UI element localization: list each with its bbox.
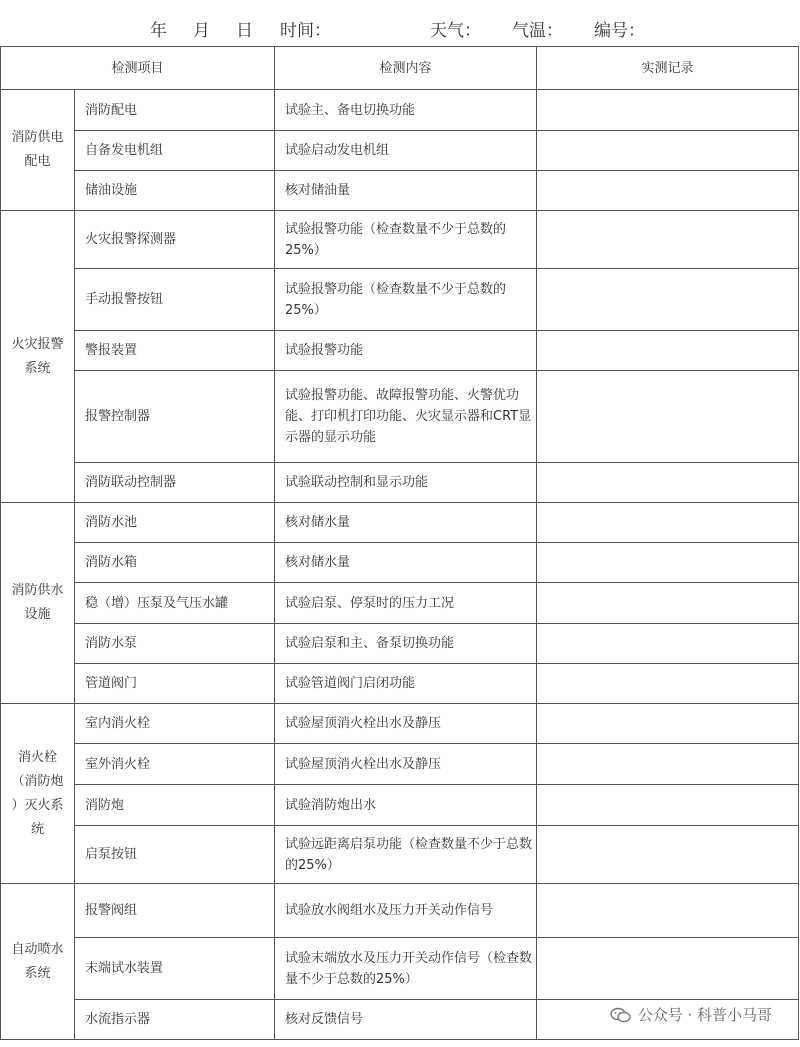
item-cell: 稳（增）压泵及气压水罐	[75, 583, 275, 624]
record-cell[interactable]	[537, 331, 799, 371]
content-cell: 试验启泵和主、备泵切换功能	[275, 624, 537, 664]
content-cell: 试验报警功能、故障报警功能、火警优功能、打印机打印功能、火灾显示器和CRT显示器的显示功能	[275, 371, 537, 463]
inspection-table	[0, 46, 799, 1040]
form-header	[0, 0, 800, 46]
category-label: 火灾报警 系统	[11, 336, 64, 376]
record-cell[interactable]	[537, 938, 799, 1000]
table-row	[1, 131, 799, 171]
item-cell: 管道阀门	[75, 664, 275, 704]
table-row	[1, 744, 799, 785]
content-cell: 试验报警功能	[275, 331, 537, 371]
item-cell: 消防水泵	[75, 624, 275, 664]
category-cell	[1, 90, 75, 211]
category-label: 消防供水 设施	[11, 583, 64, 622]
table-row	[1, 371, 799, 463]
item-cell: 消防水池	[75, 503, 275, 543]
table-row	[1, 583, 799, 624]
category-cell	[1, 884, 75, 1040]
header-weather: 天气：	[430, 21, 481, 41]
item-cell: 消防水箱	[75, 543, 275, 583]
record-cell[interactable]	[537, 704, 799, 744]
record-cell[interactable]	[537, 624, 799, 664]
table-row	[1, 331, 799, 371]
content-cell: 试验屋顶消火栓出水及静压	[275, 704, 537, 744]
header-day: 日	[236, 21, 253, 41]
content-cell: 核对反馈信号	[275, 1000, 537, 1040]
record-cell[interactable]	[537, 211, 799, 269]
item-cell: 末端试水装置	[75, 938, 275, 1000]
category-label: 消防供电 配电	[11, 130, 64, 169]
table-body	[1, 90, 799, 1040]
table-row	[1, 543, 799, 583]
table-row	[1, 826, 799, 884]
record-cell[interactable]	[537, 543, 799, 583]
column-header-item: 检测项目	[1, 47, 275, 90]
item-cell: 储油设施	[75, 171, 275, 211]
table-header-row	[1, 47, 799, 90]
table-row	[1, 463, 799, 503]
table-row	[1, 938, 799, 1000]
record-cell[interactable]	[537, 785, 799, 826]
record-cell[interactable]	[537, 131, 799, 171]
record-cell[interactable]	[537, 171, 799, 211]
category-label: 自动喷水 系统	[11, 941, 64, 981]
table-row	[1, 503, 799, 543]
content-cell: 试验联动控制和显示功能	[275, 463, 537, 503]
table-row	[1, 269, 799, 331]
category-cell	[1, 503, 75, 704]
item-cell: 火灾报警探测器	[75, 211, 275, 269]
table-row	[1, 884, 799, 938]
record-cell[interactable]	[537, 90, 799, 131]
item-cell: 消防联动控制器	[75, 463, 275, 503]
item-cell: 自备发电机组	[75, 131, 275, 171]
content-cell: 试验管道阀门启闭功能	[275, 664, 537, 704]
header-temperature: 气温：	[512, 21, 563, 41]
item-cell: 消防炮	[75, 785, 275, 826]
table-row	[1, 171, 799, 211]
category-cell	[1, 211, 75, 503]
item-cell: 启泵按钮	[75, 826, 275, 884]
record-cell[interactable]	[537, 371, 799, 463]
content-cell: 试验远距离启泵功能（检查数量不少于总数的25%）	[275, 826, 537, 884]
wechat-icon	[610, 1007, 632, 1023]
item-cell: 消防配电	[75, 90, 275, 131]
item-cell: 室外消火栓	[75, 744, 275, 785]
record-cell[interactable]	[537, 744, 799, 785]
content-cell: 试验主、备电切换功能	[275, 90, 537, 131]
item-cell: 手动报警按钮	[75, 269, 275, 331]
table-row	[1, 624, 799, 664]
column-header-record: 实测记录	[537, 47, 799, 90]
header-time: 时间：	[280, 21, 331, 41]
header-year: 年	[150, 21, 167, 41]
item-cell: 报警阀组	[75, 884, 275, 938]
category-cell	[1, 704, 75, 884]
content-cell: 试验报警功能（检查数量不少于总数的25%）	[275, 211, 537, 269]
watermark	[610, 1004, 772, 1025]
record-cell[interactable]	[537, 269, 799, 331]
column-header-content: 检测内容	[275, 47, 537, 90]
header-number: 编号：	[594, 21, 645, 41]
content-cell: 试验报警功能（检查数量不少于总数的25%）	[275, 269, 537, 331]
watermark-text: 公众号 · 科普小马哥	[637, 1006, 772, 1024]
item-cell: 室内消火栓	[75, 704, 275, 744]
content-cell: 试验启泵、停泵时的压力工况	[275, 583, 537, 624]
content-cell: 试验消防炮出水	[275, 785, 537, 826]
item-cell: 警报装置	[75, 331, 275, 371]
record-cell[interactable]	[537, 583, 799, 624]
content-cell: 核对储油量	[275, 171, 537, 211]
content-cell: 核对储水量	[275, 503, 537, 543]
item-cell: 报警控制器	[75, 371, 275, 463]
content-cell: 核对储水量	[275, 543, 537, 583]
table-row	[1, 785, 799, 826]
content-cell: 试验末端放水及压力开关动作信号（检查数量不少于总数的25%）	[275, 938, 537, 1000]
table-row	[1, 90, 799, 131]
content-cell: 试验放水阀组水及压力开关动作信号	[275, 884, 537, 938]
record-cell[interactable]	[537, 503, 799, 543]
item-cell: 水流指示器	[75, 1000, 275, 1040]
record-cell[interactable]	[537, 463, 799, 503]
table-row	[1, 211, 799, 269]
record-cell[interactable]	[537, 884, 799, 938]
record-cell[interactable]	[537, 826, 799, 884]
category-label: 消火栓 （消防炮 ）灭火系 统	[11, 749, 64, 837]
table-row	[1, 664, 799, 704]
header-month: 月	[193, 21, 210, 41]
content-cell: 试验启动发电机组	[275, 131, 537, 171]
content-cell: 试验屋顶消火栓出水及静压	[275, 744, 537, 785]
record-cell[interactable]	[537, 664, 799, 704]
table-row	[1, 704, 799, 744]
